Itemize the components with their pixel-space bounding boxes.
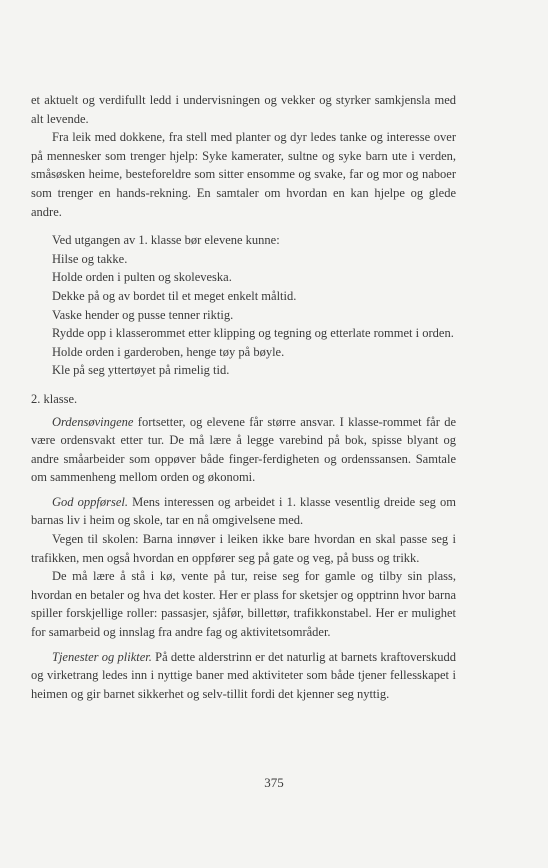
run-in-title: Ordensøvingene	[52, 414, 134, 429]
paragraph-tjenester-og-plikter	[31, 648, 456, 704]
page-number: 375	[264, 775, 284, 790]
section-heading: 2. klasse.	[31, 391, 78, 406]
skills-list	[31, 231, 456, 380]
paragraph-ordensovingene	[31, 413, 456, 487]
paragraph-body: Mens interessen og arbeidet i 1. klasse vesentlig dreide seg om barnas liv i heim og skole, tar en nå omgivelsene med.	[31, 494, 457, 528]
list-item: Holde orden i garderoben, henge tøy på bøyle.	[52, 344, 285, 359]
paragraph-helping-others: Fra leik med dokkene, fra stell med planter og dyr ledes tanke og interesse over på mennesker som trenger hjelp: Syke kamerater, sultne og syke barn ute i verden, småsøsken heime, besteforeldre som sitter ensomme og svake, far og mor og naboer som trenger en hands-rekning. En samtaler om hvordan en kan hjelpe og glede andre.	[31, 130, 456, 219]
skills-list-intro: Ved utgangen av 1. klasse bør elevene kunne:	[52, 233, 280, 248]
paragraph-body: På dette alderstrinn er det naturlig at barnets kraftoverskudd og virketrang ledes inn i nyttige baner med aktiviteter som både tjener fellesskapet i heimen og gir barnet sikkerhet og selv-tillit fordi det kjenner seg nyttig.	[31, 649, 456, 701]
paragraph-vegen-til-skolen: Vegen til skolen: Barna innøver i leiken ikke bare hvordan en skal passe seg i trafikken, men også hvordan en oppfører seg på gate og veg, på buss og trikk.	[31, 532, 456, 565]
list-item: Hilse og takke.	[52, 251, 128, 266]
list-item: Holde orden i pulten og skoleveska.	[52, 270, 232, 285]
paragraph-body: fortsetter, og elevene får større ansvar. I klasse-rommet får de være ordensvakt etter tur. De må lære å legge varebind på bok, spisse blyant og andre småarbeider som oppøver både finger-ferdigheten og ordenssansen. Samtale om sammenheng mellom orden og økonomi.	[31, 414, 456, 485]
list-item: Kle på seg yttertøyet på rimelig tid.	[52, 363, 230, 378]
paragraph-god-oppforsel	[31, 493, 456, 530]
run-in-title: God oppførsel.	[52, 494, 128, 509]
list-item: Rydde opp i klasserommet etter klipping og tegning og etterlate rommet i orden.	[52, 326, 454, 341]
body-text	[31, 91, 456, 703]
list-item: Vaske hender og pusse tenner riktig.	[52, 307, 234, 322]
run-in-title: Tjenester og plikter.	[52, 649, 152, 664]
list-item: Dekke på og av bordet til et meget enkelt måltid.	[52, 288, 297, 303]
paragraph-laere-sta-i-ko: De må lære å stå i kø, vente på tur, reise seg for gamle og tilby sin plass, hvordan en betaler og hva det koster. Her er plass for sketsjer og opptrinn hvor barna spiller forskjellige roller: passasjer, sjåfør, billettør, trafikkonstabel. Her er mulighet for samarbeid og innslag fra andre fag og aktivitetsområder.	[31, 569, 456, 640]
paragraph-continued: et aktuelt og verdifullt ledd i undervisningen og vekker og styrker samkjensla med alt levende.	[31, 93, 456, 126]
